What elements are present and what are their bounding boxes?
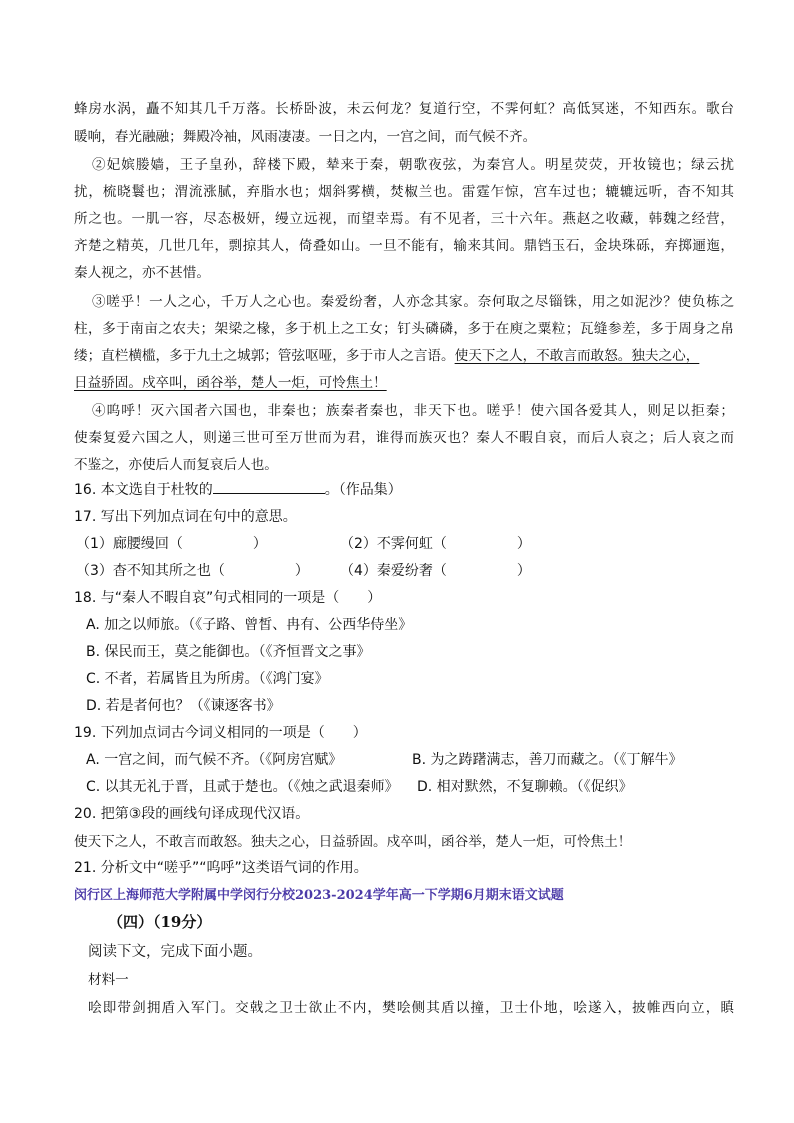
passage-line: 扰，梳晓鬟也；渭流涨腻，弃脂水也；烟斜雾横，焚椒兰也。雷霆乍惊，宫车过也；辘辘远听，杳不知其 [74,184,734,200]
question-17-item-2: （2）不霁何虹（ ） [340,536,531,552]
option-c: C. 不者，若属皆且为所虏。（《鸿门宴》 [86,671,329,687]
passage-text: 缕；直栏横槛，多于九土之城郭；管弦呕哑，多于市人之言语。 [74,348,455,364]
passage-line: 不鉴之，亦使后人而复哀后人也。 [74,457,278,473]
passage-line: ②妃嫔媵嫱，王子皇孙，辞楼下殿，辇来于秦，朝歌夜弦，为秦宫人。明星荧荧，开妆镜也；绿云扰 [92,157,734,173]
question-text: 。（作品集） [324,482,402,498]
question-17-item-3: （3）杳不知其所之也（ ） [76,563,309,579]
option-d: D. 若是者何也？（《谏逐客书》 [86,698,281,714]
question-21: 21. 分析文中“嗟乎”“呜呼”这类语气词的作用。 [74,860,368,876]
question-17: 17. 写出下列加点词在句中的意思。 [74,509,297,525]
option-a: A. 加之以师旅。（《子路、曾皙、冉有、公西华侍坐》 [86,617,413,633]
option-b: B. 保民而王，莫之能御也。（《齐恒晋文之事》 [86,644,371,660]
section-heading: （四）（19分） [108,913,212,931]
option-d: D. 相对默然，不复聊赖。（《促织》 [417,779,633,795]
underlined-sentence: 日益骄固。戍卒叫，函谷举，楚人一炬，可怜焦土！ [74,375,387,391]
section-instruction: 阅读下文，完成下面小题。 [88,944,262,960]
option-c: C. 以其无礼于晋，且贰于楚也。（《烛之武退秦师》 [86,779,399,795]
option-a: A. 一宫之间，而气候不齐。（《阿房宫赋》 [86,752,343,768]
source-banner: 闵行区上海师范大学附属中学闵行分校2023-2024学年高一下学期6月期末语文试题 [74,888,564,903]
question-text: 16. 本文选自于杜牧的 [74,482,213,498]
passage-line: 使秦复爱六国之人，则递三世可至万世而为君，谁得而族灭也？秦人不暇自哀，而后人哀之；后人哀之而 [74,430,734,446]
question-20: 20. 把第③段的画线句译成现代汉语。 [74,806,310,822]
question-16 [74,479,402,499]
material-line: 哙即带剑拥盾入军门。交戟之卫士欲止不内，樊哙侧其盾以撞，卫士仆地，哙遂入，披帷西向立，瞋 [88,1000,734,1016]
question-17-item-1: （1）廊腰缦回（ ） [76,536,267,552]
question-17-item-4: （4）秦爱纷奢（ ） [340,563,531,579]
passage-line [74,371,734,391]
passage-line: 暖响，春光融融；舞殿冷袖，风雨凄凄。一日之内，一宫之间，而气候不齐。 [74,129,537,145]
passage-line: 所之也。一肌一容，尽态极妍，缦立远视，而望幸焉。有不见者，三十六年。燕赵之收藏，韩魏之经营， [74,211,734,227]
option-b: B. 为之踌躇满志，善刀而藏之。（《丁解牛》 [412,752,683,768]
passage-line: 柱，多于南亩之农夫；架梁之椽，多于机上之工女；钉头磷磷，多于在庾之粟粒；瓦缝参差，多于周身之帛 [74,321,734,337]
question-18: 18. 与“秦人不暇自哀”句式相同的一项是（ ） [74,590,382,606]
passage-line [74,344,734,364]
question-19: 19. 下列加点词古今词义相同的一项是（ ） [74,725,367,741]
passage-line: 秦人视之，亦不甚惜。 [74,265,210,281]
answer-blank[interactable] [213,480,325,494]
passage-line: 蜂房水涡，矗不知其几千万落。长桥卧波，未云何龙？复道行空，不霁何虹？高低冥迷，不知西东。歌台 [74,101,734,117]
underlined-sentence: 使天下之人，不敢言而敢怒。独夫之心， [454,348,700,364]
question-20-sentence: 使天下之人，不敢言而敢怒。独夫之心，日益骄固。戍卒叫，函谷举，楚人一炬，可怜焦土！ [74,834,632,850]
passage-line: ③嗟乎！一人之心，千万人之心也。秦爱纷奢，人亦念其家。奈何取之尽锱铢，用之如泥沙？使负栋之 [92,294,734,310]
passage-line: 齐楚之精英，几世几年，剽掠其人，倚叠如山。一旦不能有，输来其间。鼎铛玉石，金块珠砾，弃掷逦迤， [74,238,734,254]
passage-line: ④呜呼！灭六国者六国也，非秦也；族秦者秦也，非天下也。嗟乎！使六国各爱其人，则足以拒秦； [92,403,734,419]
material-label: 材料一 [88,972,129,988]
